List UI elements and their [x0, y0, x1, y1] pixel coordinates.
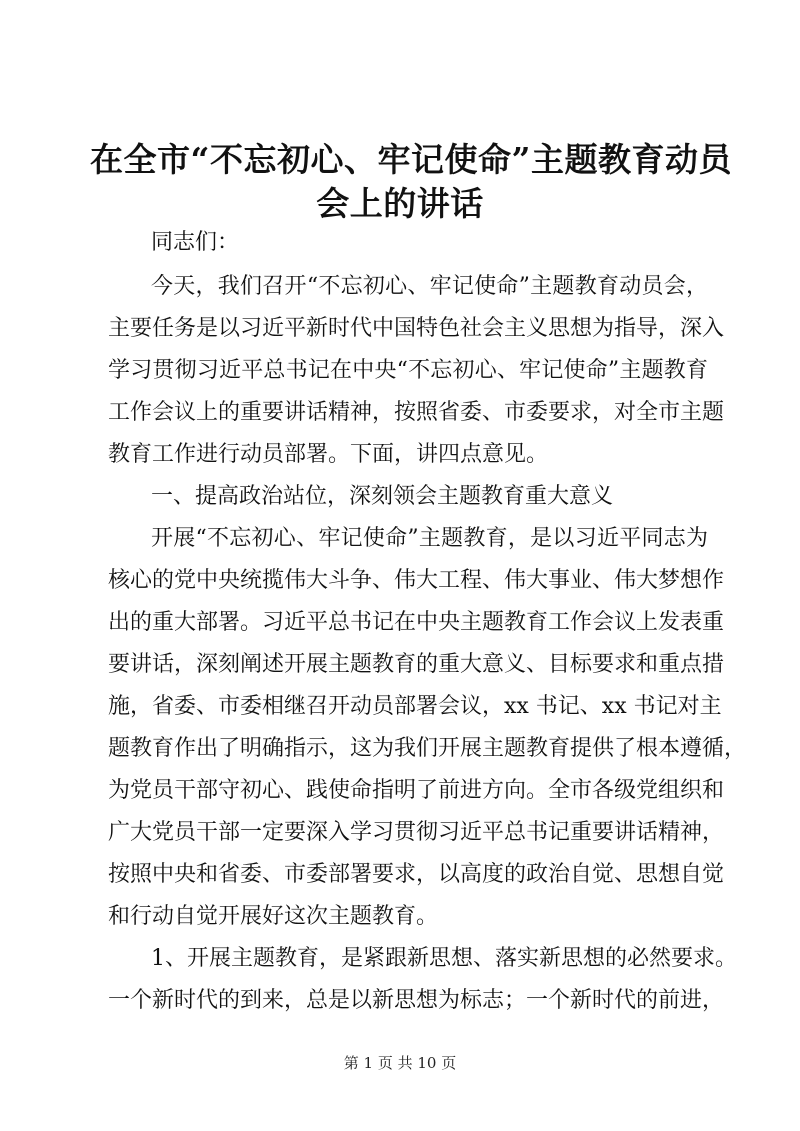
salutation: 同志们：	[151, 230, 240, 255]
text-line: 核心的党中央统揽伟大斗争、伟大工程、伟大事业、伟大梦想作	[108, 568, 725, 593]
text-line: 1、开展主题教育，是紧跟新思想、落实新思想的必然要求。	[151, 946, 737, 971]
text-line: 工作会议上的重要讲话精神，按照省委、市委要求，对全市主题	[108, 400, 725, 425]
text-line: 施，省委、市委相继召开动员部署会议，xx 书记、xx 书记对主	[108, 694, 722, 719]
text-line: 广大党员干部一定要深入学习贯彻习近平总书记重要讲话精神，	[108, 820, 725, 845]
text-line: 教育工作进行动员部署。下面，讲四点意见。	[108, 442, 549, 467]
page-number-footer: 第 1 页 共 10 页	[343, 1054, 457, 1072]
text-line: 出的重大部署。习近平总书记在中央主题教育工作会议上发表重	[108, 610, 725, 635]
document-title-line-1: 在全市“不忘初心、牢记使命”主题教育动员	[90, 140, 732, 179]
text-line: 学习贯彻习近平总书记在中央“不忘初心、牢记使命”主题教育	[108, 358, 708, 383]
text-line: 为党员干部守初心、践使命指明了前进方向。全市各级党组织和	[108, 778, 725, 803]
text-line: 题教育作出了明确指示，这为我们开展主题教育提供了根本遵循，	[108, 736, 747, 761]
text-line: 一个新时代的到来，总是以新思想为标志；一个新时代的前进，	[108, 988, 725, 1013]
text-line: 开展“不忘初心、牢记使命”主题教育，是以习近平同志为	[151, 526, 708, 551]
text-line: 今天，我们召开“不忘初心、牢记使命”主题教育动员会，	[151, 274, 708, 299]
text-line: 按照中央和省委、市委部署要求，以高度的政治自觉、思想自觉	[108, 862, 725, 887]
text-line: 主要任务是以习近平新时代中国特色社会主义思想为指导，深入	[108, 316, 725, 341]
section-heading: 一、提高政治站位，深刻领会主题教育重大意义	[151, 484, 614, 509]
document-title-line-2: 会上的讲话	[316, 184, 484, 223]
text-line: 要讲话，深刻阐述开展主题教育的重大意义、目标要求和重点措	[108, 652, 725, 677]
text-line: 和行动自觉开展好这次主题教育。	[108, 904, 439, 929]
